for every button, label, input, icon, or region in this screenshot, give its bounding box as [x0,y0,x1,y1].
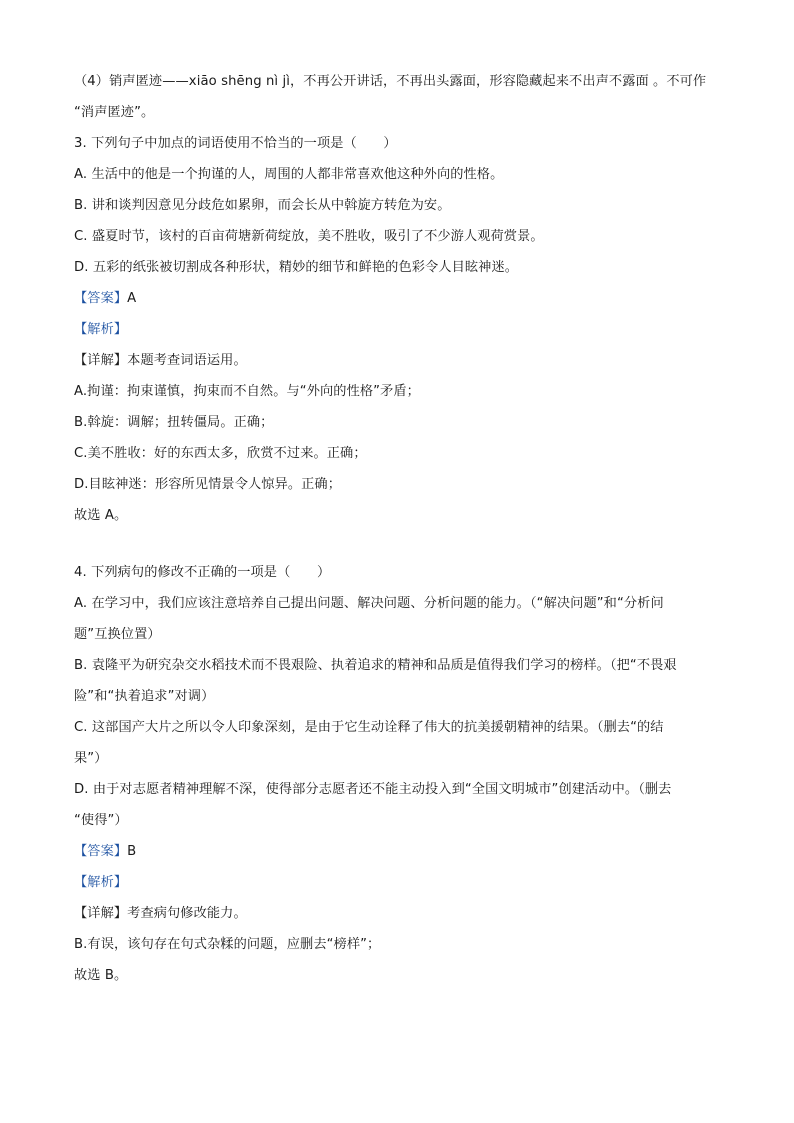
question-4-option-a-cont: 题”互换位置） [74,627,161,642]
answer-tag: 【答案】 [74,291,128,306]
question-4-stem: 4. 下列病句的修改不正确的一项是（ ） [74,565,331,580]
question-4-option-c-cont: 果”） [74,751,108,766]
answer-tag: 【答案】 [74,844,128,859]
question-4-option-d-cont: “使得”） [74,813,128,828]
question-3-option-a: A. 生活中的他是一个拘谨的人，周围的人都非常喜欢他这种外向的性格。 [74,167,504,182]
question-3-answer [74,283,724,314]
question-4-analysis-heading [74,867,724,898]
answer-value: B [127,844,137,859]
detail-text: 考查病句修改能力。 [127,906,247,921]
question-4-option-a: A. 在学习中，我们应该注意培养自己提出问题、解决问题、分析问题的能力。（“解决问题”和“分析问 [74,596,664,611]
question-3-explanation-c: C.美不胜收：好的东西太多，欣赏不过来。正确； [74,446,367,461]
text-line: （4）销声匿迹——xiāo shēng nì jì，不再公开讲话，不再出头露面，形容隐藏起来不出声不露面 。不可作 [74,74,707,89]
detail-tag: 【详解】 [74,353,128,368]
question-4-selection: 故选 B。 [74,968,128,983]
analysis-tag: 【解析】 [74,875,128,890]
question-4-option-d: D. 由于对志愿者精神理解不深，使得部分志愿者还不能主动投入到“全国文明城市”创建活动中。（删去 [74,782,672,797]
question-3-option-c: C. 盛夏时节，该村的百亩荷塘新荷绽放，美不胜收，吸引了不少游人观荷赏景。 [74,229,544,244]
question-3-option-b: B. 讲和谈判因意见分歧危如累卵，而会长从中斡旋方转危为安。 [74,198,451,213]
question-3-analysis-heading [74,314,724,345]
question-4-option-c: C. 这部国产大片之所以令人印象深刻，是由于它生动诠释了伟大的抗美援朝精神的结果。（删去“的结 [74,720,664,735]
question-3-detail [74,345,724,376]
question-4-option-b: B. 袁隆平为研究杂交水稻技术而不畏艰险、执着追求的精神和品质是值得我们学习的榜样。（把“不畏艰 [74,658,677,673]
detail-tag: 【详解】 [74,906,128,921]
question-3-selection: 故选 A。 [74,508,128,523]
answer-value: A [127,291,137,306]
question-3-explanation-d: D.目眩神迷：形容所见情景令人惊异。正确； [74,477,342,492]
question-3-stem: 3. 下列句子中加点的词语使用不恰当的一项是（ ） [74,136,397,151]
question-4-detail [74,898,724,929]
question-3-option-d: D. 五彩的纸张被切割成各种形状，精妙的细节和鲜艳的色彩令人目眩神迷。 [74,260,519,275]
question-3-explanation-a: A.拘谨：拘束谨慎，拘束而不自然。与“外向的性格”矛盾； [74,384,420,399]
spacer [74,531,724,557]
analysis-tag: 【解析】 [74,322,128,337]
question-4-explanation-b: B.有误，该句存在句式杂糅的问题，应删去“榜样”； [74,937,381,952]
question-3-explanation-b: B.斡旋：调解；扭转僵局。正确； [74,415,274,430]
question-4-answer [74,836,724,867]
text-line: “消声匿迹”。 [74,105,155,120]
detail-text: 本题考查词语运用。 [127,353,247,368]
question-4-option-b-cont: 险”和“执着追求”对调） [74,689,215,704]
